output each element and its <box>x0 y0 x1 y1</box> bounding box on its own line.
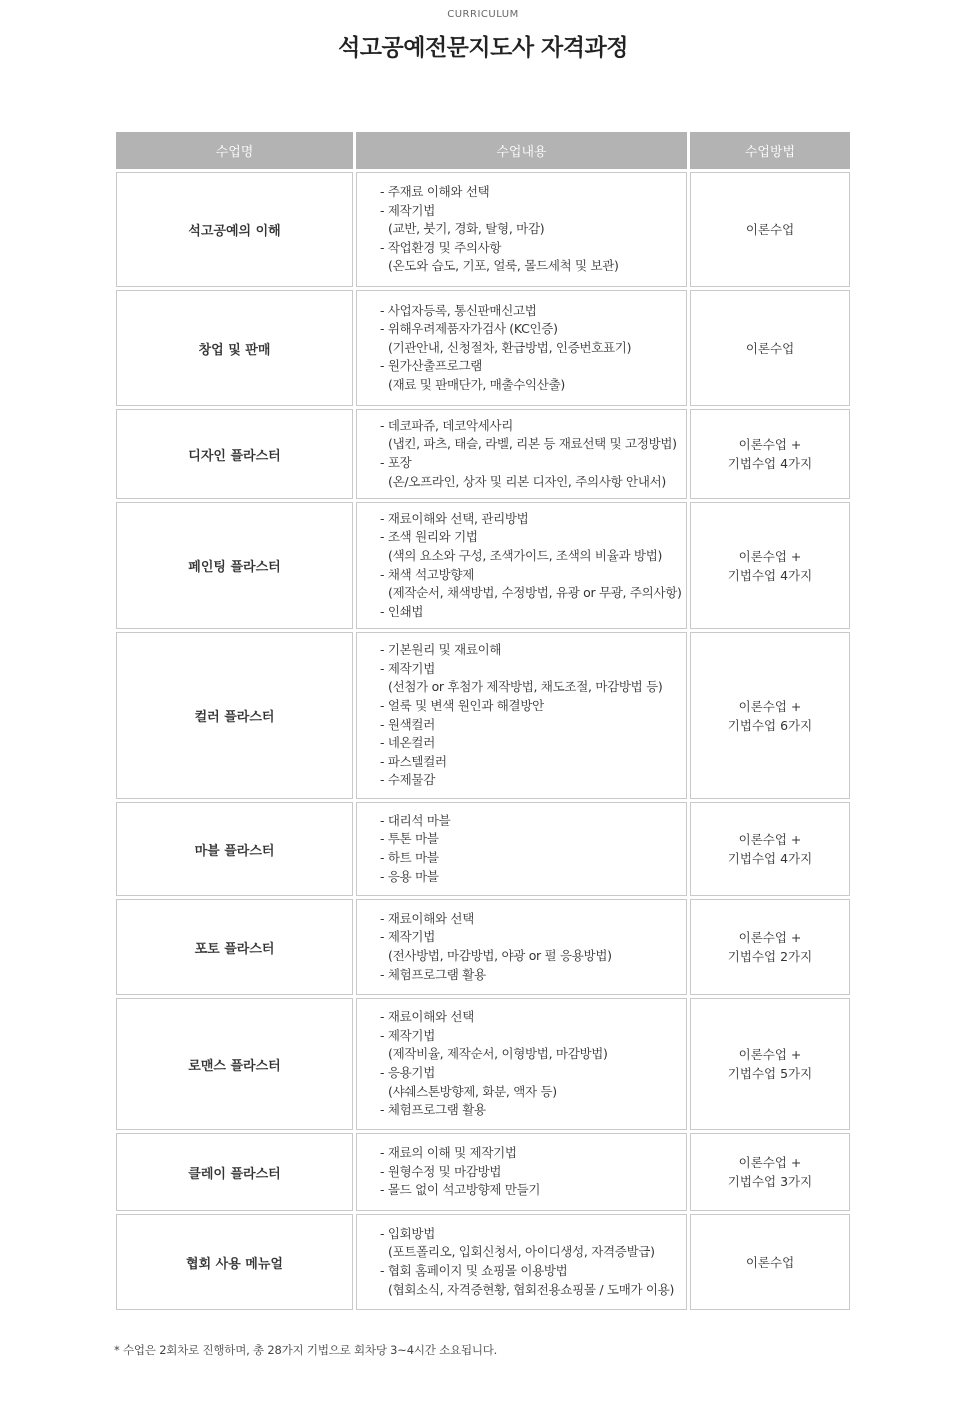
method-line: 이론수업 + <box>738 832 802 847</box>
content-line: - 네온컬러 <box>380 735 435 751</box>
content-list <box>380 510 682 622</box>
content-line: - 사업자등록, 통신판매신고법 <box>380 302 537 318</box>
content-line: - 제작기법 <box>380 202 435 218</box>
content-line: - 채색 석고방향제 <box>380 566 474 582</box>
class-method-cell <box>690 172 850 287</box>
content-line: - 응용 마블 <box>380 868 439 884</box>
content-line: - 위해우려제품자가검사 (KC인증) <box>380 321 558 337</box>
content-line: - 조색 원리와 기법 <box>380 529 478 545</box>
content-line: (재료 및 판매단가, 매출수익산출) <box>388 376 565 392</box>
content-line: (제작순서, 채색방법, 수정방법, 유광 or 무광, 주의사항) <box>388 585 682 601</box>
class-content-cell <box>356 1133 687 1211</box>
content-line: (교반, 붓기, 경화, 탈형, 마감) <box>388 221 545 237</box>
content-line: - 체험프로그램 활용 <box>380 1102 486 1118</box>
class-name-cell: 디자인 플라스터 <box>116 409 353 499</box>
class-name-cell: 클레이 플라스터 <box>116 1133 353 1211</box>
content-line: (포트폴리오, 입회신청서, 아이디생성, 자격증발급) <box>388 1244 655 1260</box>
class-method-cell <box>690 899 850 995</box>
method-line: 이론수업 + <box>738 548 802 564</box>
class-name-cell: 페인팅 플라스터 <box>116 502 353 629</box>
class-method-cell <box>690 502 850 629</box>
content-line: - 제작기법 <box>380 1027 435 1043</box>
content-line: (냅킨, 파츠, 태슬, 라벨, 리본 등 재료선택 및 고정방법) <box>388 436 677 452</box>
content-line: - 원형수정 및 마감방법 <box>380 1163 502 1179</box>
content-list <box>380 1144 540 1200</box>
content-line: - 투톤 마블 <box>380 831 439 847</box>
content-line: (선첨가 or 후첨가 제작방법, 채도조절, 마감방법 등) <box>388 679 663 695</box>
method-line: 이론수업 <box>745 222 795 237</box>
method-line: 기법수업 2가지 <box>727 949 813 964</box>
content-line: - 하트 마블 <box>380 850 439 865</box>
method-line: 기법수업 4가지 <box>727 456 813 471</box>
method-line: 이론수업 <box>745 1254 795 1270</box>
class-method-cell <box>690 1133 850 1211</box>
content-list <box>380 302 631 395</box>
class-method-cell <box>690 409 850 499</box>
content-line: - 주재료 이해와 선택 <box>380 184 490 200</box>
content-line: (색의 요소와 구성, 조색가이드, 조색의 비율과 방법) <box>388 547 663 563</box>
content-line: - 기본원리 및 재료이해 <box>380 642 502 658</box>
class-name-cell: 석고공예의 이해 <box>116 172 353 287</box>
content-line: (온도와 습도, 기포, 얼룩, 몰드세척 및 보관) <box>388 258 619 274</box>
footnote: * 수업은 2회차로 진행하며, 총 28가지 기법으로 회차당 3~4시간 소요됩니다. <box>114 1343 498 1357</box>
content-line: (제작비율, 제작순서, 이형방법, 마감방법) <box>388 1046 608 1062</box>
class-method-cell <box>690 802 850 896</box>
class-name-cell: 로맨스 플라스터 <box>116 998 353 1130</box>
content-line: - 재료이해와 선택 <box>380 910 474 926</box>
content-line: - 파스텔컬러 <box>380 753 447 769</box>
curriculum-table <box>116 132 850 1310</box>
content-line: - 몰드 없이 석고방향제 만들기 <box>380 1182 541 1198</box>
content-list <box>380 910 612 984</box>
content-list <box>380 183 619 276</box>
content-line: - 수제물감 <box>380 772 435 788</box>
content-line: - 데코파쥬, 데코악세사리 <box>380 417 513 433</box>
page-title: 석고공예전문지도사 자격과정 <box>338 35 628 61</box>
class-content-cell <box>356 409 687 499</box>
content-line: - 응용기법 <box>380 1065 435 1080</box>
class-content-cell <box>356 899 687 995</box>
class-content-cell <box>356 172 687 287</box>
content-line: (샤쉐스톤방향제, 화분, 액자 등) <box>388 1083 557 1099</box>
class-content-cell <box>356 1214 687 1310</box>
class-name-cell: 마블 플라스터 <box>116 802 353 896</box>
content-line: - 입회방법 <box>380 1225 435 1241</box>
method-line: 이론수업 + <box>738 698 802 714</box>
content-list <box>380 1008 608 1120</box>
method-line: 기법수업 4가지 <box>727 851 813 866</box>
class-method-cell <box>690 1214 850 1310</box>
content-list <box>380 812 450 886</box>
column-header-class-content: 수업내용 <box>356 132 687 169</box>
content-line: - 제작기법 <box>380 660 435 676</box>
class-method-cell <box>690 998 850 1130</box>
class-content-cell <box>356 998 687 1130</box>
section-eyebrow: CURRICULUM <box>447 9 519 20</box>
method-line: 이론수업 + <box>738 930 802 945</box>
content-line: (전사방법, 마감방법, 야광 or 펄 응용방법) <box>388 948 612 963</box>
content-line: - 인쇄법 <box>380 603 424 619</box>
method-line: 이론수업 + <box>738 437 802 452</box>
class-method-cell <box>690 632 850 799</box>
method-line: 기법수업 6가지 <box>727 717 813 733</box>
content-line: - 체험프로그램 활용 <box>380 966 486 982</box>
method-line: 이론수업 + <box>738 1155 802 1170</box>
content-line: - 작업환경 및 주의사항 <box>380 239 502 255</box>
content-line: - 원색컬러 <box>380 716 435 732</box>
content-line: - 재료이해와 선택 <box>380 1009 474 1025</box>
content-line: (온/오프라인, 상자 및 리본 디자인, 주의사항 안내서) <box>388 473 666 489</box>
content-line: - 얼룩 및 변색 원인과 해결방안 <box>380 697 544 713</box>
content-line: - 제작기법 <box>380 929 435 945</box>
content-line: (협회소식, 자격증현황, 협회전용쇼핑몰 / 도매가 이용) <box>388 1281 675 1297</box>
content-line: - 포장 <box>380 455 412 470</box>
class-content-cell <box>356 802 687 896</box>
content-line: - 재료이해와 선택, 관리방법 <box>380 510 529 526</box>
content-list <box>380 417 677 491</box>
method-line: 기법수업 4가지 <box>727 567 813 583</box>
method-line: 이론수업 + <box>738 1047 802 1062</box>
method-line: 기법수업 3가지 <box>727 1174 813 1189</box>
content-line: - 재료의 이해 및 제작기법 <box>380 1145 517 1161</box>
content-line: - 협회 홈페이지 및 쇼핑몰 이용방법 <box>380 1263 568 1278</box>
class-name-cell: 협회 사용 메뉴얼 <box>116 1214 353 1310</box>
class-method-cell <box>690 290 850 406</box>
content-list <box>380 1225 674 1299</box>
class-content-cell <box>356 502 687 629</box>
content-line: - 원가산출프로그램 <box>380 358 483 374</box>
content-line: (기관안내, 신청절차, 환급방법, 인증번호표기) <box>388 339 632 355</box>
method-line: 이론수업 <box>745 340 795 356</box>
column-header-class-method: 수업방법 <box>690 132 850 169</box>
column-header-class-name: 수업명 <box>116 132 353 169</box>
content-line: - 대리석 마블 <box>380 812 451 828</box>
class-content-cell <box>356 632 687 799</box>
class-name-cell: 컬러 플라스터 <box>116 632 353 799</box>
method-line: 기법수업 5가지 <box>727 1066 813 1081</box>
content-list <box>380 641 662 790</box>
class-name-cell: 창업 및 판매 <box>116 290 353 406</box>
class-content-cell <box>356 290 687 406</box>
class-name-cell: 포토 플라스터 <box>116 899 353 995</box>
